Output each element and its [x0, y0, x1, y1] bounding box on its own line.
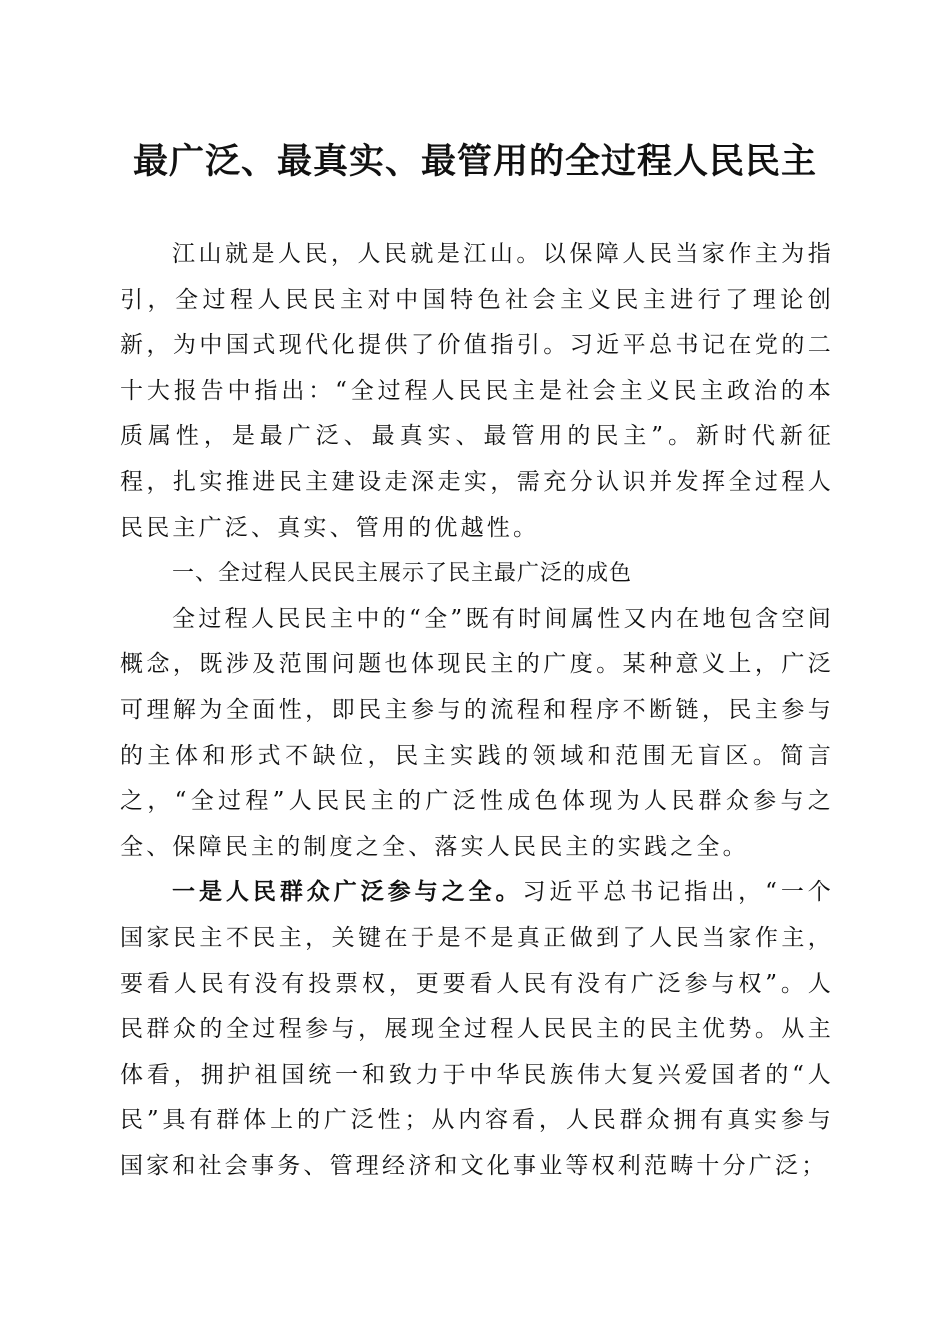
point-1-lead: 一是人民群众广泛参与之全。 [172, 879, 523, 906]
section-heading-1: 一、全过程人民民主展示了民主最广泛的成色 [172, 561, 633, 587]
document-body [120, 232, 834, 1189]
point-1-body: 习近平总书记指出，“一个国家民主不民主，关键在于是不是真正做到了人民当家作主，要看人民有没有投票权，更要看人民有没有广泛参与权”。人民群众的全过程参与，展现全过程人民民主的民主优势。从主体看，拥护祖国统一和致力于中华民族伟大复兴爱国者的“人民”具有群体上的广泛性；从内容看，人民群众拥有真实参与国家和社会事务、管理经济和文化事业等权利范畴十分广泛； [120, 879, 834, 1179]
point-1-paragraph [120, 870, 834, 1189]
document-title: 最广泛、最真实、最管用的全过程人民民主 [132, 141, 817, 182]
intro-paragraph: 江山就是人民，人民就是江山。以保障人民当家作主为指引，全过程人民民主对中国特色社会主义民主进行了理论创新，为中国式现代化提供了价值指引。习近平总书记在党的二十大报告中指出：“全过程人民民主是社会主义民主政治的本质属性，是最广泛、最真实、最管用的民主”。新时代新征程，扎实推进民主建设走深走实，需充分认识并发挥全过程人民民主广泛、真实、管用的优越性。 [120, 241, 834, 541]
section-1-paragraph: 全过程人民民主中的“全”既有时间属性又内在地包含空间概念，既涉及范围问题也体现民主的广度。某种意义上，广泛可理解为全面性，即民主参与的流程和程序不断链，民主参与的主体和形式不缺位，民主实践的领域和范围无盲区。简言之，“全过程”人民民主的广泛性成色体现为人民群众参与之全、保障民主的制度之全、落实人民民主的实践之全。 [120, 605, 834, 860]
